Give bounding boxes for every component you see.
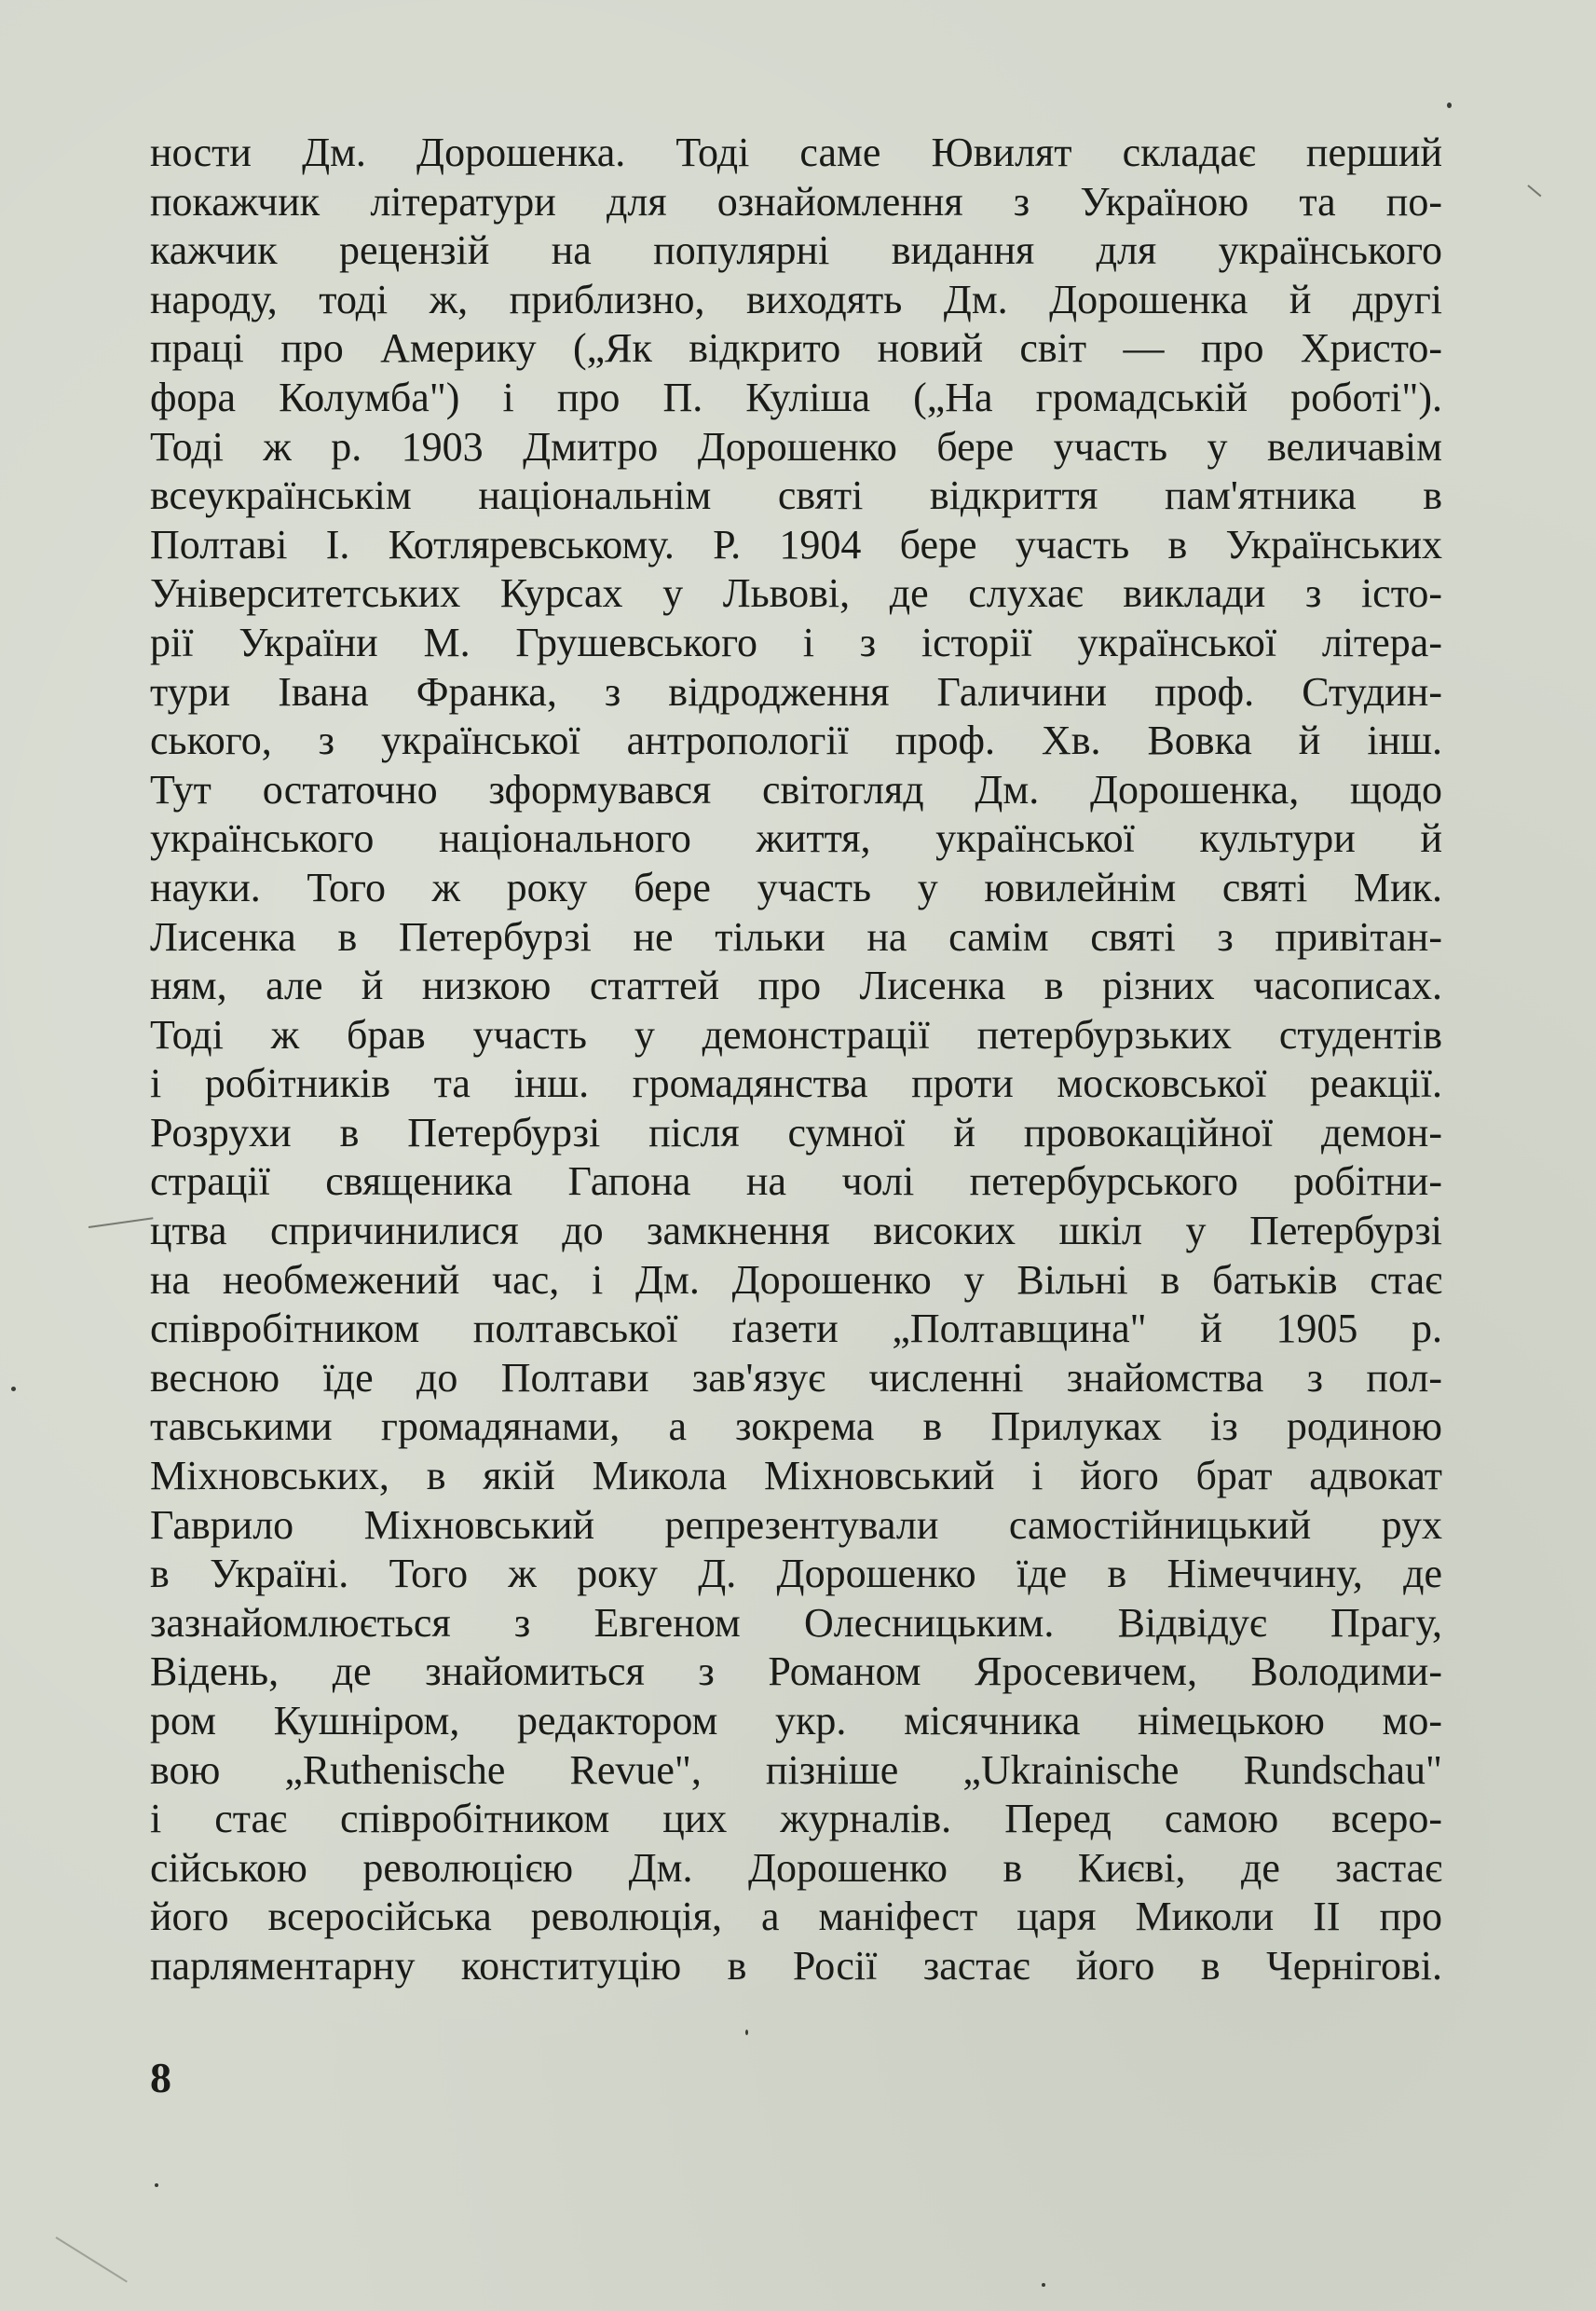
text-line: в Україні. Того ж року Д. Дорошенко їде в Німеччину, де — [150, 1551, 1442, 1597]
text-line: праці про Америку („Як відкрито новий світ — про Христо- — [150, 325, 1442, 372]
text-line: ности Дм. Дорошенка. Тоді саме Ювилят складає перший — [150, 130, 1442, 175]
text-line: його всеросійська революція, а маніфест царя Миколи II про — [150, 1894, 1442, 1940]
text-line: Тоді ж брав участь у демонстрації петербурзьких студентів — [150, 1011, 1442, 1058]
text-line: цтва спричинилися до замкнення високих шкіл у Петербурзі — [150, 1208, 1442, 1254]
text-line: Відень, де знайомиться з Романом Яросевичем, Володими- — [150, 1648, 1442, 1695]
text-line: і робітників та інш. громадянства проти московської реакції. — [150, 1060, 1442, 1107]
text-line: Лисенка в Петербурзі не тільки на самім святі з привітан- — [150, 913, 1442, 960]
text-line: Полтаві І. Котляревському. Р. 1904 бере участь в Українських — [150, 521, 1442, 567]
text-line: Розрухи в Петербурзі після сумної й провокаційної демон- — [150, 1109, 1442, 1156]
text-line: фора Колумба") і про П. Куліша („На громадській роботі"). — [150, 374, 1442, 420]
text-line: весною їде до Полтави зав'язує численні знайомства з пол- — [150, 1354, 1442, 1401]
scan-speck — [1447, 103, 1452, 108]
text-line: і стає співробітником цих журналів. Перед самою всеро- — [150, 1796, 1442, 1842]
body-text — [150, 129, 1442, 1991]
scan-speck — [1042, 2283, 1045, 2287]
text-line: страції священика Гапона на чолі петербурського робітни- — [150, 1158, 1442, 1205]
text-line: вою „Ruthenische Revue", пізніше „Ukrainische Rundschau" — [150, 1746, 1442, 1793]
text-line: покажчик літератури для ознайомлення з Україною та по- — [150, 178, 1442, 225]
text-line: ром Кушніром, редактором укр. місячника німецькою мо- — [150, 1698, 1442, 1744]
text-line: тавськими громадянами, а зокрема в Прилуках із родиною — [150, 1403, 1442, 1450]
page-number: 8 — [150, 2054, 171, 2101]
text-line: кажчик рецензій на популярні видання для українського — [150, 227, 1442, 274]
text-line: Міхновських, в якій Микола Міхновський і його брат адвокат — [150, 1453, 1442, 1499]
text-line: зазнайомлюється з Евгеном Олесницьким. Відвідує Прагу, — [150, 1599, 1442, 1646]
scan-speck — [155, 2183, 158, 2187]
scan-scratch — [55, 2236, 127, 2282]
scan-speck — [11, 1387, 16, 1391]
text-line: Тоді ж р. 1903 Дмитро Дорошенко бере участь у величавім — [150, 423, 1442, 470]
text-line: ського, з української антропології проф. Хв. Вовка й інш. — [150, 718, 1442, 764]
scan-speck — [745, 2030, 748, 2035]
text-line: всеукраїнськім національнім святі відкриття пам'ятника в — [150, 472, 1442, 519]
text-line: парляментарну конституцію в Росії застає його в Чернігові. — [150, 1942, 1442, 1989]
text-line: тури Івана Франка, з відродження Галичини проф. Студин- — [150, 668, 1442, 715]
text-line: на необмежений час, і Дм. Дорошенко у Вільні в батьків стає — [150, 1256, 1442, 1303]
text-line: народу, тоді ж, приблизно, виходять Дм. Дорошенка й другі — [150, 276, 1442, 322]
text-line: співробітником полтавської ґазети „Полтавщина" й 1905 р. — [150, 1306, 1442, 1352]
text-line: Тут остаточно зформувався світогляд Дм. Дорошенка, щодо — [150, 766, 1442, 813]
text-line: сійською революцією Дм. Дорошенко в Києві, де застає — [150, 1844, 1442, 1891]
text-line: науки. Того ж року бере участь у ювилейнім святі Мик. — [150, 864, 1442, 910]
text-line: рії України М. Грушевського і з історії української літера- — [150, 619, 1442, 665]
text-line: українського національного життя, української культури й — [150, 815, 1442, 862]
text-line: Університетських Курсах у Львові, де слухає виклади з істо- — [150, 570, 1442, 617]
scan-scratch — [89, 1217, 154, 1228]
scan-scratch — [1527, 185, 1541, 197]
text-line: ням, але й низкою статтей про Лисенка в різних часописах. — [150, 963, 1442, 1009]
text-line: Гаврило Міхновський репрезентували самостійницький рух — [150, 1501, 1442, 1548]
